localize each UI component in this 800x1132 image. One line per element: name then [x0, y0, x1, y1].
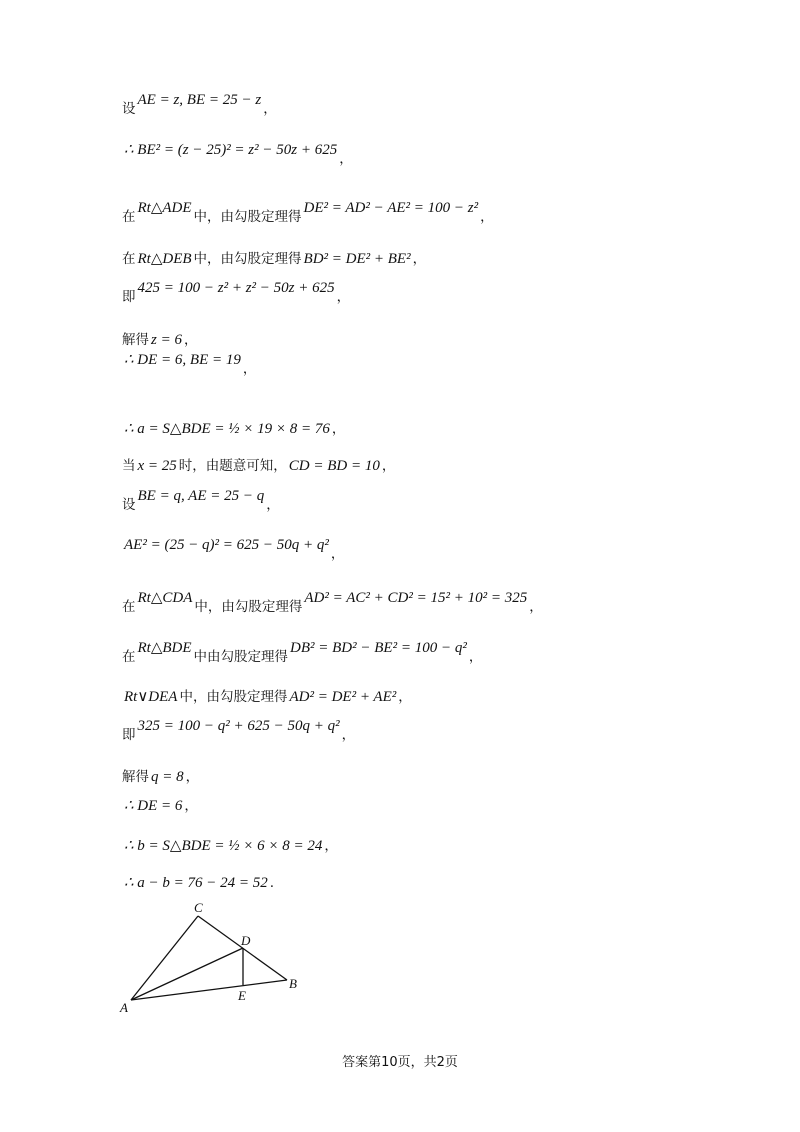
segment-ca — [131, 916, 198, 1000]
line-math: Rt△ADE — [137, 200, 192, 216]
line-mid: 时，由题意可知， — [178, 458, 287, 474]
line-mid: 中，由勾股定理得 — [193, 209, 302, 225]
line-mid: 中由勾股定理得 — [193, 649, 289, 665]
line-math: 325 = 100 − q² + 625 − 50q + q² — [137, 718, 340, 734]
line-math: Rt∨DEA — [124, 689, 178, 705]
line-math: ∴ BE² = (z − 25)² = z² − 50z + 625 — [124, 142, 338, 158]
line-mid: 中，由勾股定理得 — [194, 599, 303, 615]
line-math: ∴ a = S△BDE = ½ × 19 × 8 = 76 — [124, 421, 330, 437]
line-pre: 在 — [122, 599, 136, 615]
line-math: BE = q, AE = 25 − q — [137, 488, 265, 504]
line-post: . — [269, 875, 275, 891]
line-post: ， — [480, 209, 494, 225]
line-post: ， — [341, 727, 356, 743]
line-math: q = 8 — [151, 769, 184, 785]
line-math: AE = z, BE = 25 − z — [137, 92, 262, 108]
line-post: ， — [184, 798, 198, 814]
page-footer: 答案第10页，共2页 — [342, 1055, 458, 1070]
line-pre: 在 — [122, 209, 136, 225]
line-pre: 设 — [122, 497, 136, 513]
line-math: Rt△DEB — [137, 251, 192, 267]
line-post: ， — [412, 251, 427, 267]
label-b: B — [289, 976, 297, 991]
line-pre: 解得 — [122, 769, 149, 785]
label-a: A — [120, 1000, 128, 1015]
line-math: z = 6 — [151, 332, 182, 348]
line-pre: 在 — [122, 649, 136, 665]
line-pre: 当 — [122, 458, 136, 474]
line-math: ∴ DE = 6, BE = 19 — [124, 352, 241, 368]
line-post: ， — [324, 838, 338, 854]
line-math: ∴ b = S△BDE = ½ × 6 × 8 = 24 — [124, 838, 323, 854]
line-post: ， — [381, 458, 396, 474]
line-math2: AD² = DE² + AE² — [289, 689, 397, 705]
line-post: ， — [398, 689, 412, 705]
line-post: ， — [185, 769, 200, 785]
line-math2: AD² = AC² + CD² = 15² + 10² = 325 — [304, 590, 528, 606]
line-post: ， — [468, 649, 483, 665]
line-math2: DE² = AD² − AE² = 100 − z² — [303, 200, 479, 216]
label-d: D — [241, 933, 251, 948]
line-math: AE² = (25 − q)² = 625 − 50q + q² — [124, 537, 329, 553]
line-post: ， — [529, 599, 543, 615]
line-post: ， — [331, 421, 346, 437]
line-post: ， — [339, 151, 353, 167]
line-math: Rt△BDE — [137, 640, 192, 656]
line-pre: 即 — [122, 727, 136, 743]
line-post: ， — [242, 361, 257, 377]
line-math2: DB² = BD² − BE² = 100 − q² — [290, 640, 467, 656]
line-math2: CD = BD = 10 — [288, 458, 380, 474]
line-pre: 设 — [122, 101, 136, 117]
line-post: ， — [330, 546, 345, 562]
line-pre: 即 — [122, 289, 136, 305]
line-math: 425 = 100 − z² + z² − 50z + 625 — [137, 280, 335, 296]
line-math: Rt△CDA — [137, 590, 193, 606]
line-post: ， — [266, 497, 280, 513]
segment-ab — [131, 980, 287, 1000]
label-e: E — [238, 988, 246, 1003]
label-c: C — [194, 900, 203, 915]
line-mid: 中，由勾股定理得 — [193, 251, 302, 267]
line-pre: 解得 — [122, 332, 149, 348]
line-mid: 中，由勾股定理得 — [179, 689, 288, 705]
line-math2: BD² = DE² + BE² — [303, 251, 411, 267]
line-post: ， — [336, 289, 351, 305]
line-post: ， — [263, 101, 277, 117]
line-post: ， — [183, 332, 198, 348]
line-math: ∴ a − b = 76 − 24 = 52 — [124, 875, 268, 891]
line-pre: 在 — [122, 251, 136, 267]
line-math: ∴ DE = 6 — [124, 798, 183, 814]
line-math: x = 25 — [137, 458, 177, 474]
